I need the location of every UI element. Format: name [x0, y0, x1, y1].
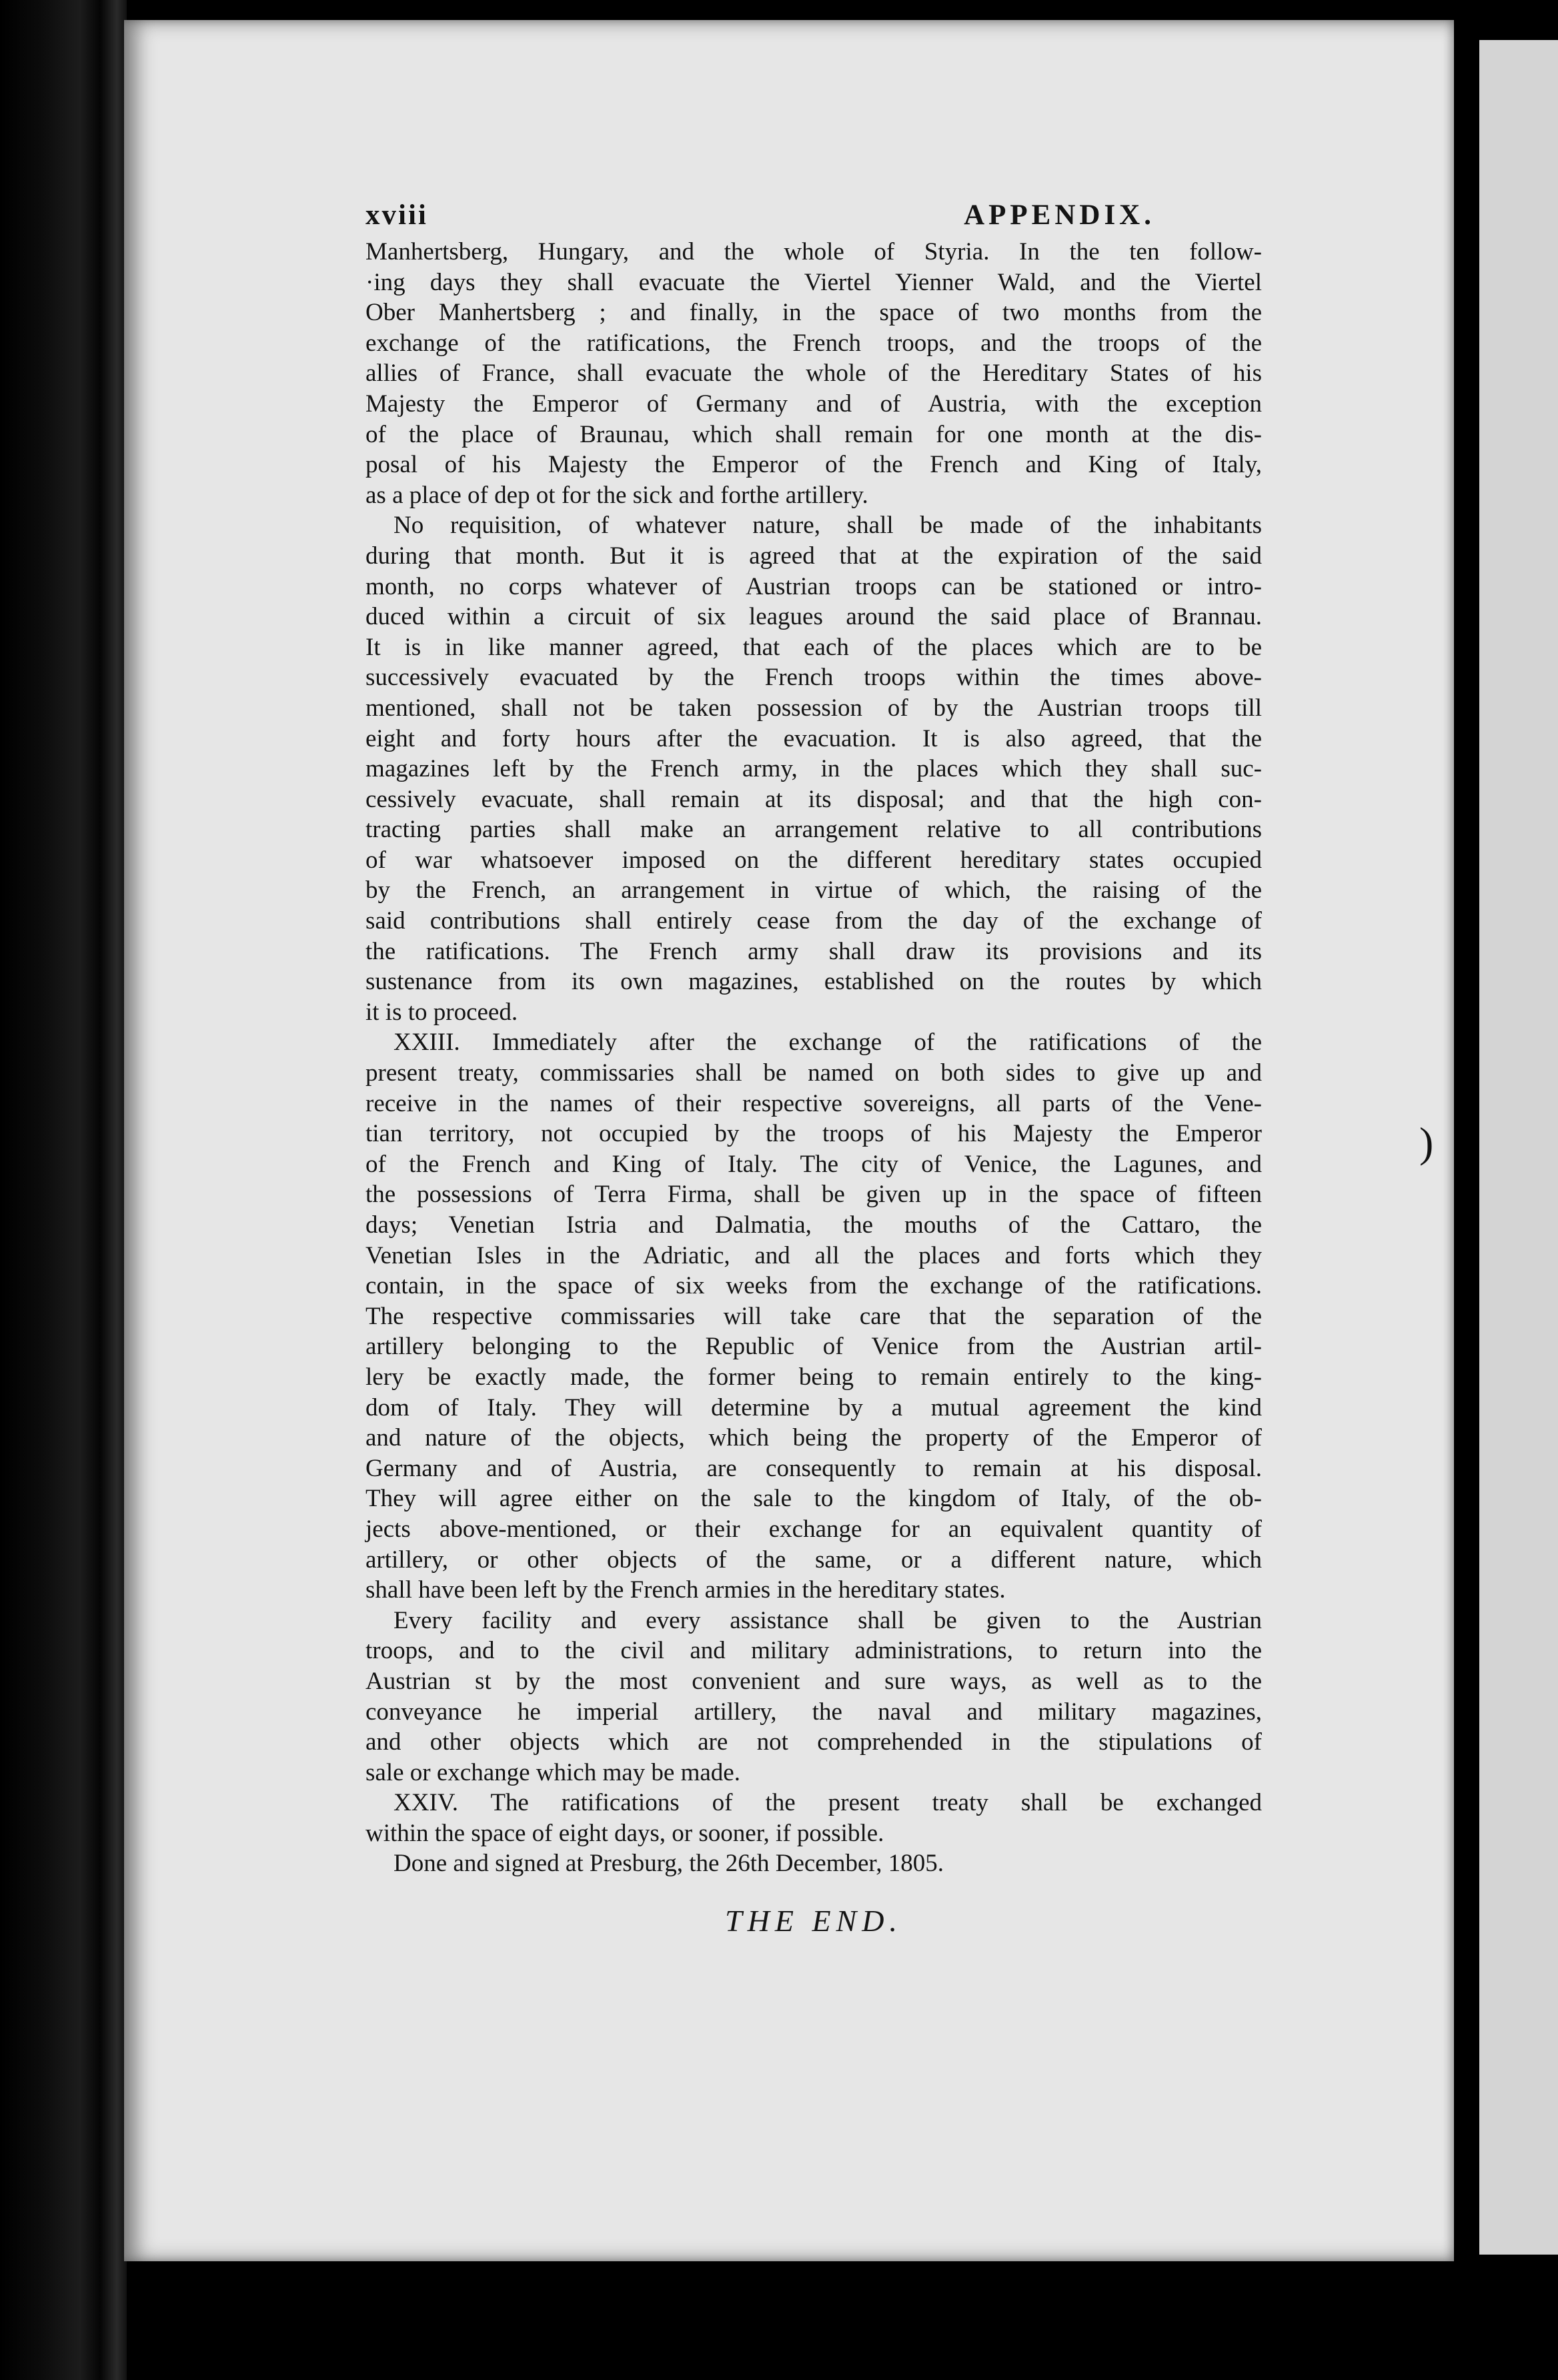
text-line: dom of Italy. They will determine by a mutual agreement the kind — [365, 1393, 1262, 1421]
text-line: shall have been left by the French armies in the hereditary states. — [365, 1576, 1006, 1604]
book-spine-shadow — [0, 0, 127, 2380]
text-line: successively evacuated by the French troops within the times above- — [365, 664, 1262, 692]
text-line: jects above-mentioned, or their exchange for an equivalent quantity of — [365, 1515, 1262, 1543]
text-line: within the space of eight days, or sooner, if possible. — [365, 1819, 884, 1847]
text-line: allies of France, shall evacuate the whole of the Hereditary States of his — [365, 360, 1262, 388]
text-line: XXIV. The ratifications of the present treaty shall be exchanged — [394, 1789, 1262, 1817]
text-line: Majesty the Emperor of Germany and of Austria, with the exception — [365, 390, 1262, 418]
text-line: Venetian Isles in the Adriatic, and all the places and forts which they — [365, 1241, 1262, 1269]
text-line: The respective commissaries will take care that the separation of the — [365, 1302, 1262, 1330]
text-line: the ratifications. The French army shall draw its provisions and its — [365, 937, 1262, 965]
running-head: APPENDIX. — [964, 199, 1155, 231]
text-line: No requisition, of whatever nature, shall be made of the inhabitants — [394, 512, 1262, 540]
text-line: Ober Manhertsberg ; and finally, in the space of two months from the — [365, 299, 1262, 327]
text-line: of the French and King of Italy. The city of Venice, the Lagunes, and — [365, 1150, 1262, 1178]
text-line: Done and signed at Presburg, the 26th December, 1805. — [394, 1850, 944, 1878]
text-line: receive in the names of their respective sovereigns, all parts of the Vene- — [365, 1089, 1262, 1117]
text-line: of war whatsoever imposed on the different hereditary states occupied — [365, 846, 1262, 874]
text-line: They will agree either on the sale to the kingdom of Italy, of the ob- — [365, 1485, 1262, 1513]
closing-line: THE END. — [725, 1904, 902, 1938]
text-line: sale or exchange which may be made. — [365, 1758, 740, 1786]
page-number: xviii — [365, 199, 428, 231]
text-line: Manhertsberg, Hungary, and the whole of Styria. In the ten follow- — [365, 238, 1262, 265]
text-line: tracting parties shall make an arrangement relative to all contributions — [365, 816, 1262, 844]
text-line: cessively evacuate, shall remain at its disposal; and that the high con- — [365, 785, 1262, 813]
text-line: as a place of dep ot for the sick and forthe artillery. — [365, 481, 868, 509]
text-line: Every facility and every assistance shall be given to the Austrian — [394, 1606, 1262, 1634]
text-line: It is in like manner agreed, that each of the places which are to be — [365, 633, 1262, 661]
adjacent-page-edge — [1479, 40, 1558, 2255]
text-line: it is to proceed. — [365, 998, 518, 1026]
text-line: and other objects which are not comprehended in the stipulations of — [365, 1728, 1262, 1756]
text-line: days; Venetian Istria and Dalmatia, the mouths of the Cattaro, the — [365, 1211, 1262, 1239]
text-line: present treaty, commissaries shall be named on both sides to give up and — [365, 1059, 1262, 1087]
page-header — [365, 199, 1262, 231]
page-content — [365, 199, 1262, 1938]
text-line: magazines left by the French army, in the places which they shall suc- — [365, 755, 1262, 783]
text-line: eight and forty hours after the evacuation. It is also agreed, that the — [365, 724, 1262, 752]
text-line: tian territory, not occupied by the troops of his Majesty the Emperor — [365, 1120, 1262, 1148]
text-line: Germany and of Austria, are consequently to remain at his disposal. — [365, 1454, 1262, 1482]
text-line: contain, in the space of six weeks from the exchange of the ratifications. — [365, 1272, 1262, 1300]
text-line: and nature of the objects, which being the property of the Emperor of — [365, 1424, 1262, 1452]
text-line: exchange of the ratifications, the French troops, and the troops of the — [365, 329, 1262, 357]
text-line: conveyance he imperial artillery, the naval and military magazines, — [365, 1698, 1262, 1726]
text-line: lery be exactly made, the former being to remain entirely to the king- — [365, 1363, 1262, 1391]
text-line: artillery belonging to the Republic of Venice from the Austrian artil- — [365, 1333, 1262, 1361]
text-line: the possessions of Terra Firma, shall be given up in the space of fifteen — [365, 1181, 1262, 1209]
text-line: duced within a circuit of six leagues around the said place of Brannau. — [365, 603, 1262, 631]
text-line: month, no corps whatever of Austrian troops can be stationed or intro- — [365, 572, 1262, 600]
margin-bracket-mark: ) — [1419, 1119, 1434, 1166]
text-line: by the French, an arrangement in virtue of which, the raising of the — [365, 876, 1262, 905]
text-line: posal of his Majesty the Emperor of the French and King of Italy, — [365, 451, 1262, 479]
text-line: during that month. But it is agreed that at the expiration of the said — [365, 542, 1262, 570]
text-line: troops, and to the civil and military administrations, to return into the — [365, 1637, 1262, 1665]
text-line: sustenance from its own magazines, established on the routes by which — [365, 968, 1262, 996]
text-line: mentioned, shall not be taken possession of by the Austrian troops till — [365, 694, 1262, 722]
text-line: Austrian st by the most convenient and sure ways, as well as to the — [365, 1667, 1262, 1695]
text-line: of the place of Braunau, which shall remain for one month at the dis- — [365, 420, 1262, 448]
text-line: XXIII. Immediately after the exchange of the ratifications of the — [394, 1029, 1262, 1057]
text-line: said contributions shall entirely cease from the day of the exchange of — [365, 907, 1262, 935]
treaty-text — [365, 237, 1262, 1879]
text-line: ·ing days they shall evacuate the Viertel Yienner Wald, and the Viertel — [365, 268, 1262, 296]
text-line: artillery, or other objects of the same, or a different nature, which — [365, 1546, 1262, 1574]
